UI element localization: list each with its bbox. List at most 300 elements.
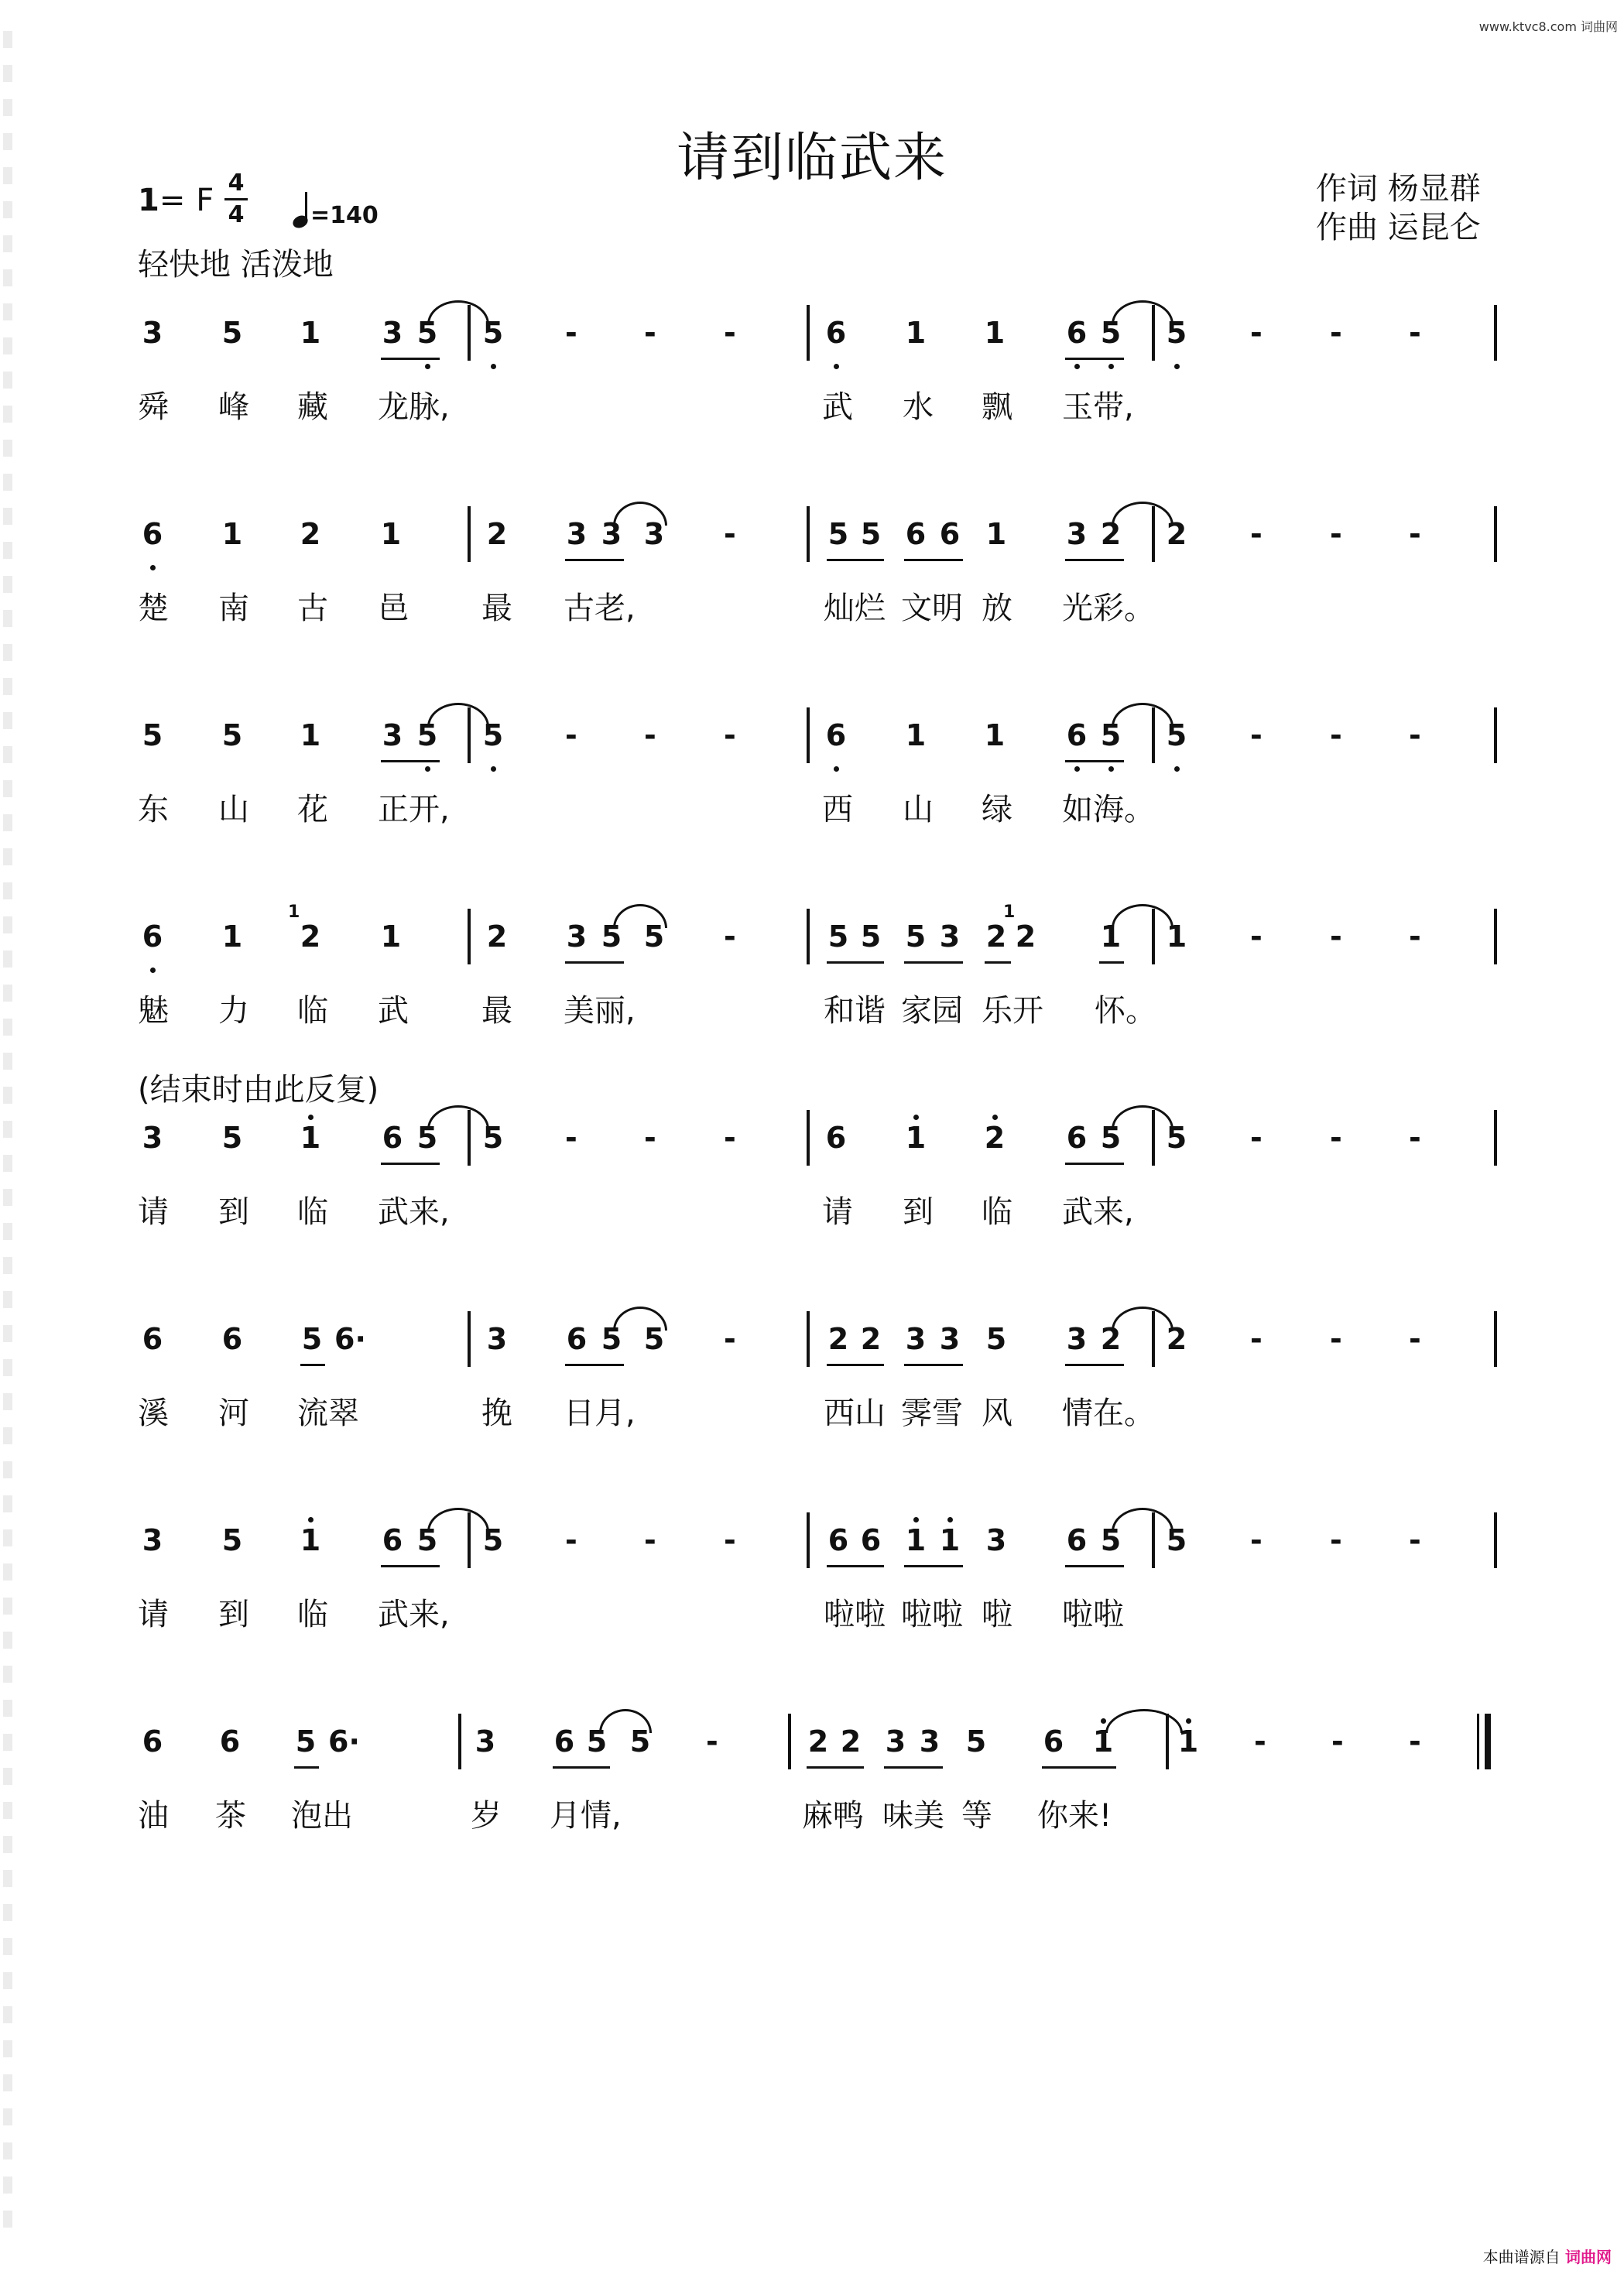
eighth-beam bbox=[827, 1565, 884, 1567]
eighth-beam bbox=[904, 1565, 963, 1567]
eighth-beam bbox=[565, 1364, 624, 1366]
lyric: 请 bbox=[138, 1597, 169, 1632]
note: 1 bbox=[380, 920, 402, 954]
eighth-beam bbox=[381, 1565, 440, 1567]
note: 5 bbox=[643, 920, 665, 954]
dash: - bbox=[1330, 718, 1342, 752]
dash: - bbox=[724, 316, 736, 350]
note: 1 bbox=[905, 718, 927, 752]
eighth-beam bbox=[904, 961, 963, 964]
note: 3 bbox=[566, 517, 588, 551]
eighth-beam bbox=[553, 1766, 610, 1769]
note: 6 bbox=[142, 517, 163, 551]
note: 6 bbox=[827, 1523, 849, 1557]
note: 1 bbox=[1166, 920, 1187, 954]
lyric: 日月, bbox=[564, 1396, 636, 1431]
note: 6 bbox=[1066, 1121, 1088, 1155]
lyric: 油 bbox=[138, 1798, 169, 1834]
key-signature bbox=[138, 183, 214, 218]
barline bbox=[468, 1311, 471, 1367]
note: 5 bbox=[482, 1523, 504, 1557]
high-octave-dot bbox=[992, 1115, 998, 1120]
dash: - bbox=[1331, 1724, 1344, 1759]
low-octave-dot bbox=[1174, 364, 1180, 369]
note: 1 bbox=[300, 316, 321, 350]
lyric: 乐开 bbox=[982, 993, 1043, 1029]
low-octave-dot bbox=[1108, 766, 1114, 772]
lyric: 东 bbox=[138, 792, 169, 827]
note: 5 bbox=[221, 718, 243, 752]
tie bbox=[1112, 1105, 1173, 1129]
lyric: 溪 bbox=[138, 1396, 169, 1431]
eighth-beam bbox=[827, 1364, 884, 1366]
time-signature bbox=[224, 170, 248, 228]
note: 2 bbox=[300, 920, 321, 954]
key-eq: = bbox=[159, 183, 186, 218]
note: 5 bbox=[629, 1724, 651, 1759]
low-octave-dot bbox=[425, 766, 430, 772]
note: 2 bbox=[860, 1322, 882, 1356]
lyric: 风 bbox=[982, 1396, 1012, 1431]
staff-row-5 bbox=[0, 1121, 1624, 1299]
barline bbox=[1152, 707, 1155, 763]
note: 6 bbox=[825, 718, 847, 752]
barline bbox=[1494, 305, 1497, 361]
dash: - bbox=[1409, 920, 1421, 954]
note: 2 bbox=[300, 517, 321, 551]
note: 5 bbox=[643, 1322, 665, 1356]
tie bbox=[427, 1105, 489, 1129]
eighth-beam bbox=[1065, 358, 1124, 360]
tie bbox=[1112, 300, 1173, 324]
key-note: F bbox=[196, 183, 214, 218]
note: 6· bbox=[328, 1724, 360, 1759]
note: 1 bbox=[221, 517, 243, 551]
note: 5 bbox=[416, 1523, 438, 1557]
lyric: 最 bbox=[481, 993, 512, 1029]
tie bbox=[427, 300, 489, 324]
note: 1 bbox=[905, 1121, 927, 1155]
lyric: 啦啦 bbox=[901, 1597, 963, 1632]
time-signature-bottom: 4 bbox=[228, 201, 245, 228]
note: 3 bbox=[1066, 517, 1088, 551]
lyric: 请 bbox=[822, 1194, 853, 1230]
note: 3 bbox=[919, 1724, 940, 1759]
barline bbox=[807, 305, 810, 361]
note: 1 bbox=[300, 1121, 321, 1155]
note: 5 bbox=[601, 920, 622, 954]
note: 5 bbox=[586, 1724, 608, 1759]
note: 5 bbox=[482, 316, 504, 350]
eighth-beam bbox=[1065, 1163, 1124, 1165]
lyric: 正开, bbox=[378, 792, 450, 827]
dash: - bbox=[724, 1523, 736, 1557]
lyric: 飘 bbox=[982, 389, 1012, 425]
note: 1 bbox=[1177, 1724, 1199, 1759]
barline bbox=[1152, 1311, 1155, 1367]
lyric: 西山 bbox=[824, 1396, 886, 1431]
dash: - bbox=[644, 1523, 656, 1557]
note: 6 bbox=[1066, 718, 1088, 752]
eighth-beam bbox=[565, 961, 624, 964]
eighth-beam bbox=[1065, 1364, 1124, 1366]
lyric: 武来, bbox=[1062, 1194, 1134, 1230]
lyric: 力 bbox=[218, 993, 249, 1029]
note: 1 bbox=[300, 1523, 321, 1557]
staff-row-8 bbox=[0, 1724, 1624, 1903]
lyric: 楚 bbox=[138, 591, 169, 626]
lyric: 美丽, bbox=[564, 993, 636, 1029]
barline bbox=[807, 1512, 810, 1568]
note: 6 bbox=[142, 1322, 163, 1356]
lyric: 挽 bbox=[481, 1396, 512, 1431]
lyric: 茶 bbox=[215, 1798, 246, 1834]
note: 2 bbox=[1166, 1322, 1187, 1356]
note: 1 bbox=[380, 517, 402, 551]
note: 6 bbox=[860, 1523, 882, 1557]
lyric: 啦啦 bbox=[1062, 1597, 1124, 1632]
lyric: 请 bbox=[138, 1194, 169, 1230]
note: 3 bbox=[885, 1724, 906, 1759]
lyric: 麻鸭 bbox=[802, 1798, 864, 1834]
note: 3 bbox=[939, 920, 961, 954]
lyric: 味美 bbox=[882, 1798, 944, 1834]
dash: - bbox=[1250, 920, 1263, 954]
barline bbox=[807, 707, 810, 763]
eighth-beam bbox=[904, 1364, 963, 1366]
eighth-beam bbox=[381, 1163, 440, 1165]
dash: - bbox=[565, 1523, 577, 1557]
dash: - bbox=[1409, 1724, 1421, 1759]
staff-row-2 bbox=[0, 517, 1624, 695]
low-octave-dot bbox=[1074, 364, 1080, 369]
barline bbox=[1494, 506, 1497, 562]
lyric: 霁雪 bbox=[901, 1396, 963, 1431]
barline bbox=[468, 1110, 471, 1166]
note: 6 bbox=[142, 1724, 163, 1759]
note: 6 bbox=[1066, 1523, 1088, 1557]
tie bbox=[1105, 1709, 1183, 1733]
note: 3 bbox=[939, 1322, 961, 1356]
note: 6 bbox=[825, 1121, 847, 1155]
dash: - bbox=[1409, 1322, 1421, 1356]
tie bbox=[427, 703, 489, 727]
dash: - bbox=[724, 920, 736, 954]
note: 1 bbox=[905, 316, 927, 350]
note: 1 bbox=[984, 718, 1006, 752]
note: 6 bbox=[905, 517, 927, 551]
footer-brand-link[interactable]: 词曲网 bbox=[1565, 2248, 1612, 2266]
note: 3 bbox=[1066, 1322, 1088, 1356]
barline bbox=[807, 1110, 810, 1166]
note: 5 bbox=[416, 316, 438, 350]
lyric: 你来! bbox=[1037, 1798, 1112, 1834]
lyric: 武 bbox=[378, 993, 409, 1029]
dash: - bbox=[1409, 718, 1421, 752]
high-octave-dot bbox=[913, 1517, 919, 1522]
barline bbox=[468, 1512, 471, 1568]
staff-row-3 bbox=[0, 718, 1624, 896]
barline bbox=[1494, 1110, 1497, 1166]
dash: - bbox=[1250, 316, 1263, 350]
high-octave-dot bbox=[308, 1517, 313, 1522]
eighth-beam bbox=[985, 961, 1011, 964]
lyric: 山 bbox=[903, 792, 934, 827]
dash: - bbox=[644, 1121, 656, 1155]
dash: - bbox=[565, 1121, 577, 1155]
grace-note: 1 bbox=[288, 902, 300, 922]
staff-row-1 bbox=[0, 316, 1624, 494]
tempo-value: =140 bbox=[310, 202, 379, 229]
note: 5 bbox=[965, 1724, 987, 1759]
lyric: 龙脉, bbox=[378, 389, 450, 425]
note: 3 bbox=[142, 1523, 163, 1557]
note: 1 bbox=[984, 316, 1006, 350]
barline bbox=[1494, 707, 1497, 763]
low-octave-dot bbox=[150, 968, 156, 973]
dash: - bbox=[644, 316, 656, 350]
note: 1 bbox=[221, 920, 243, 954]
note: 5 bbox=[1166, 316, 1187, 350]
dash: - bbox=[1330, 920, 1342, 954]
lyric: 西 bbox=[822, 792, 853, 827]
dash: - bbox=[1250, 1322, 1263, 1356]
note: 5 bbox=[905, 920, 927, 954]
lyric: 等 bbox=[961, 1798, 992, 1834]
high-octave-dot bbox=[1101, 1718, 1106, 1724]
lyric: 和谐 bbox=[824, 993, 886, 1029]
high-octave-dot bbox=[1186, 1718, 1191, 1724]
lyric: 南 bbox=[218, 591, 249, 626]
lyric: 泡出 bbox=[291, 1798, 353, 1834]
eighth-beam bbox=[565, 559, 624, 561]
staff-row-6 bbox=[0, 1322, 1624, 1500]
eighth-beam bbox=[884, 1766, 943, 1769]
repeat-instruction: (结束时由此反复) bbox=[138, 1072, 379, 1108]
note: 5 bbox=[601, 1322, 622, 1356]
lyric: 灿烂 bbox=[824, 591, 886, 626]
note: 5 bbox=[221, 1523, 243, 1557]
note: 6 bbox=[939, 517, 961, 551]
lyric: 临 bbox=[297, 1597, 328, 1632]
barline bbox=[1152, 909, 1155, 964]
barline bbox=[1152, 305, 1155, 361]
dash: - bbox=[1250, 517, 1263, 551]
note: 5 bbox=[416, 1121, 438, 1155]
low-octave-dot bbox=[1074, 766, 1080, 772]
lyric: 最 bbox=[481, 591, 512, 626]
lyric: 情在。 bbox=[1062, 1396, 1155, 1431]
composer-credit: 作曲 运昆仑 bbox=[1316, 210, 1481, 245]
note: 3 bbox=[142, 1121, 163, 1155]
dash: - bbox=[1250, 1523, 1263, 1557]
lyric: 啦啦 bbox=[824, 1597, 886, 1632]
lyric: 武来, bbox=[378, 1597, 450, 1632]
note: 6 bbox=[221, 1322, 243, 1356]
dash: - bbox=[1409, 517, 1421, 551]
lyric: 到 bbox=[218, 1194, 249, 1230]
dash: - bbox=[1330, 517, 1342, 551]
note: 5 bbox=[482, 718, 504, 752]
note: 2 bbox=[827, 1322, 849, 1356]
lyric: 水 bbox=[903, 389, 934, 425]
tempo-marking bbox=[293, 192, 379, 229]
lyric: 到 bbox=[903, 1194, 934, 1230]
barline bbox=[807, 506, 810, 562]
barline bbox=[1152, 506, 1155, 562]
dash: - bbox=[724, 1322, 736, 1356]
note: 1 bbox=[300, 718, 321, 752]
dash: - bbox=[1330, 1322, 1342, 1356]
note: 5 bbox=[827, 920, 849, 954]
eighth-beam bbox=[904, 559, 963, 561]
note: 2 bbox=[985, 920, 1007, 954]
note: 2 bbox=[1015, 920, 1036, 954]
site-header: www.ktvc8.com 词曲网 bbox=[1478, 19, 1618, 34]
eighth-beam bbox=[1099, 961, 1124, 964]
dash: - bbox=[1330, 1121, 1342, 1155]
dash: - bbox=[1409, 1523, 1421, 1557]
dash: - bbox=[1330, 1523, 1342, 1557]
barline bbox=[1166, 1714, 1169, 1769]
lyric: 光彩。 bbox=[1062, 591, 1155, 626]
low-octave-dot bbox=[425, 364, 430, 369]
note: 1 bbox=[939, 1523, 961, 1557]
note: 5 bbox=[221, 1121, 243, 1155]
note: 1 bbox=[905, 1523, 927, 1557]
lyric: 河 bbox=[218, 1396, 249, 1431]
lyric: 文明 bbox=[901, 591, 963, 626]
eighth-beam bbox=[807, 1766, 864, 1769]
dash: - bbox=[644, 718, 656, 752]
tie bbox=[1112, 502, 1173, 526]
note: 3 bbox=[475, 1724, 496, 1759]
lyric: 花 bbox=[297, 792, 328, 827]
dash: - bbox=[1409, 1121, 1421, 1155]
song-title: 请到临武来 bbox=[676, 128, 947, 189]
footer-prefix: 本曲谱源自 bbox=[1482, 2248, 1561, 2266]
eighth-beam bbox=[381, 358, 440, 360]
high-octave-dot bbox=[947, 1517, 953, 1522]
note: 2 bbox=[486, 920, 508, 954]
time-signature-top: 4 bbox=[228, 170, 245, 197]
note: 5 bbox=[416, 718, 438, 752]
note: 5 bbox=[1100, 1523, 1122, 1557]
note: 5 bbox=[295, 1724, 317, 1759]
note: 6 bbox=[382, 1121, 403, 1155]
tie bbox=[1112, 703, 1173, 727]
lyric: 古 bbox=[297, 591, 328, 626]
tie bbox=[1112, 904, 1173, 928]
note: 5 bbox=[1166, 1121, 1187, 1155]
note: 2 bbox=[486, 517, 508, 551]
note: 3 bbox=[566, 920, 588, 954]
note: 5 bbox=[221, 316, 243, 350]
lyric: 如海。 bbox=[1062, 792, 1155, 827]
note: 3 bbox=[601, 517, 622, 551]
dash: - bbox=[565, 316, 577, 350]
eighth-beam bbox=[1065, 1565, 1124, 1567]
eighth-beam bbox=[381, 760, 440, 762]
note: 2 bbox=[1100, 517, 1122, 551]
barline bbox=[468, 305, 471, 361]
note: 5 bbox=[985, 1322, 1007, 1356]
note: 5 bbox=[1100, 316, 1122, 350]
note: 6 bbox=[382, 1523, 403, 1557]
note: 5 bbox=[301, 1322, 323, 1356]
lyric: 啦 bbox=[982, 1597, 1012, 1632]
note: 6 bbox=[825, 316, 847, 350]
expression-marking: 轻快地 活泼地 bbox=[138, 247, 334, 283]
lyric: 岁 bbox=[471, 1798, 502, 1834]
note: 1 bbox=[985, 517, 1007, 551]
note: 6 bbox=[219, 1724, 241, 1759]
note: 6· bbox=[334, 1322, 366, 1356]
barline bbox=[1494, 1311, 1497, 1367]
lyric: 魅 bbox=[138, 993, 169, 1029]
eighth-beam bbox=[1042, 1766, 1116, 1769]
dash: - bbox=[565, 718, 577, 752]
barline bbox=[1494, 1512, 1497, 1568]
note: 5 bbox=[860, 517, 882, 551]
dash: - bbox=[724, 517, 736, 551]
lyric: 月情, bbox=[550, 1798, 622, 1834]
lyric: 家园 bbox=[901, 993, 963, 1029]
note: 2 bbox=[840, 1724, 862, 1759]
note: 3 bbox=[142, 316, 163, 350]
eighth-beam bbox=[827, 559, 884, 561]
tie bbox=[1112, 1508, 1173, 1532]
lyric: 邑 bbox=[378, 591, 409, 626]
lyric: 舜 bbox=[138, 389, 169, 425]
lyric: 武来, bbox=[378, 1194, 450, 1230]
dash: - bbox=[1254, 1724, 1266, 1759]
dash: - bbox=[724, 718, 736, 752]
low-octave-dot bbox=[1108, 364, 1114, 369]
lyric: 峰 bbox=[218, 389, 249, 425]
note: 2 bbox=[1166, 517, 1187, 551]
dash: - bbox=[706, 1724, 718, 1759]
lyric: 玉带, bbox=[1062, 389, 1134, 425]
lyric: 流翠 bbox=[297, 1396, 359, 1431]
grace-note: 1 bbox=[1003, 902, 1016, 922]
note: 3 bbox=[643, 517, 665, 551]
lyric: 武 bbox=[822, 389, 853, 425]
lyric: 山 bbox=[218, 792, 249, 827]
barline bbox=[468, 506, 471, 562]
key-label: 1 bbox=[138, 183, 159, 218]
dash: - bbox=[1330, 316, 1342, 350]
barline bbox=[468, 909, 471, 964]
low-octave-dot bbox=[491, 766, 496, 772]
note: 6 bbox=[553, 1724, 575, 1759]
barline bbox=[458, 1714, 461, 1769]
eighth-beam bbox=[294, 1766, 319, 1769]
note: 5 bbox=[1100, 718, 1122, 752]
lyric: 临 bbox=[982, 1194, 1012, 1230]
final-barline-thin bbox=[1477, 1714, 1479, 1769]
note: 3 bbox=[985, 1523, 1007, 1557]
low-octave-dot bbox=[491, 364, 496, 369]
note: 2 bbox=[1100, 1322, 1122, 1356]
low-octave-dot bbox=[834, 766, 839, 772]
lyricist-credit: 作词 杨显群 bbox=[1316, 171, 1481, 207]
low-octave-dot bbox=[834, 364, 839, 369]
note: 1 bbox=[1092, 1724, 1114, 1759]
note: 1 bbox=[1100, 920, 1122, 954]
dash: - bbox=[1250, 1121, 1263, 1155]
note: 6 bbox=[142, 920, 163, 954]
